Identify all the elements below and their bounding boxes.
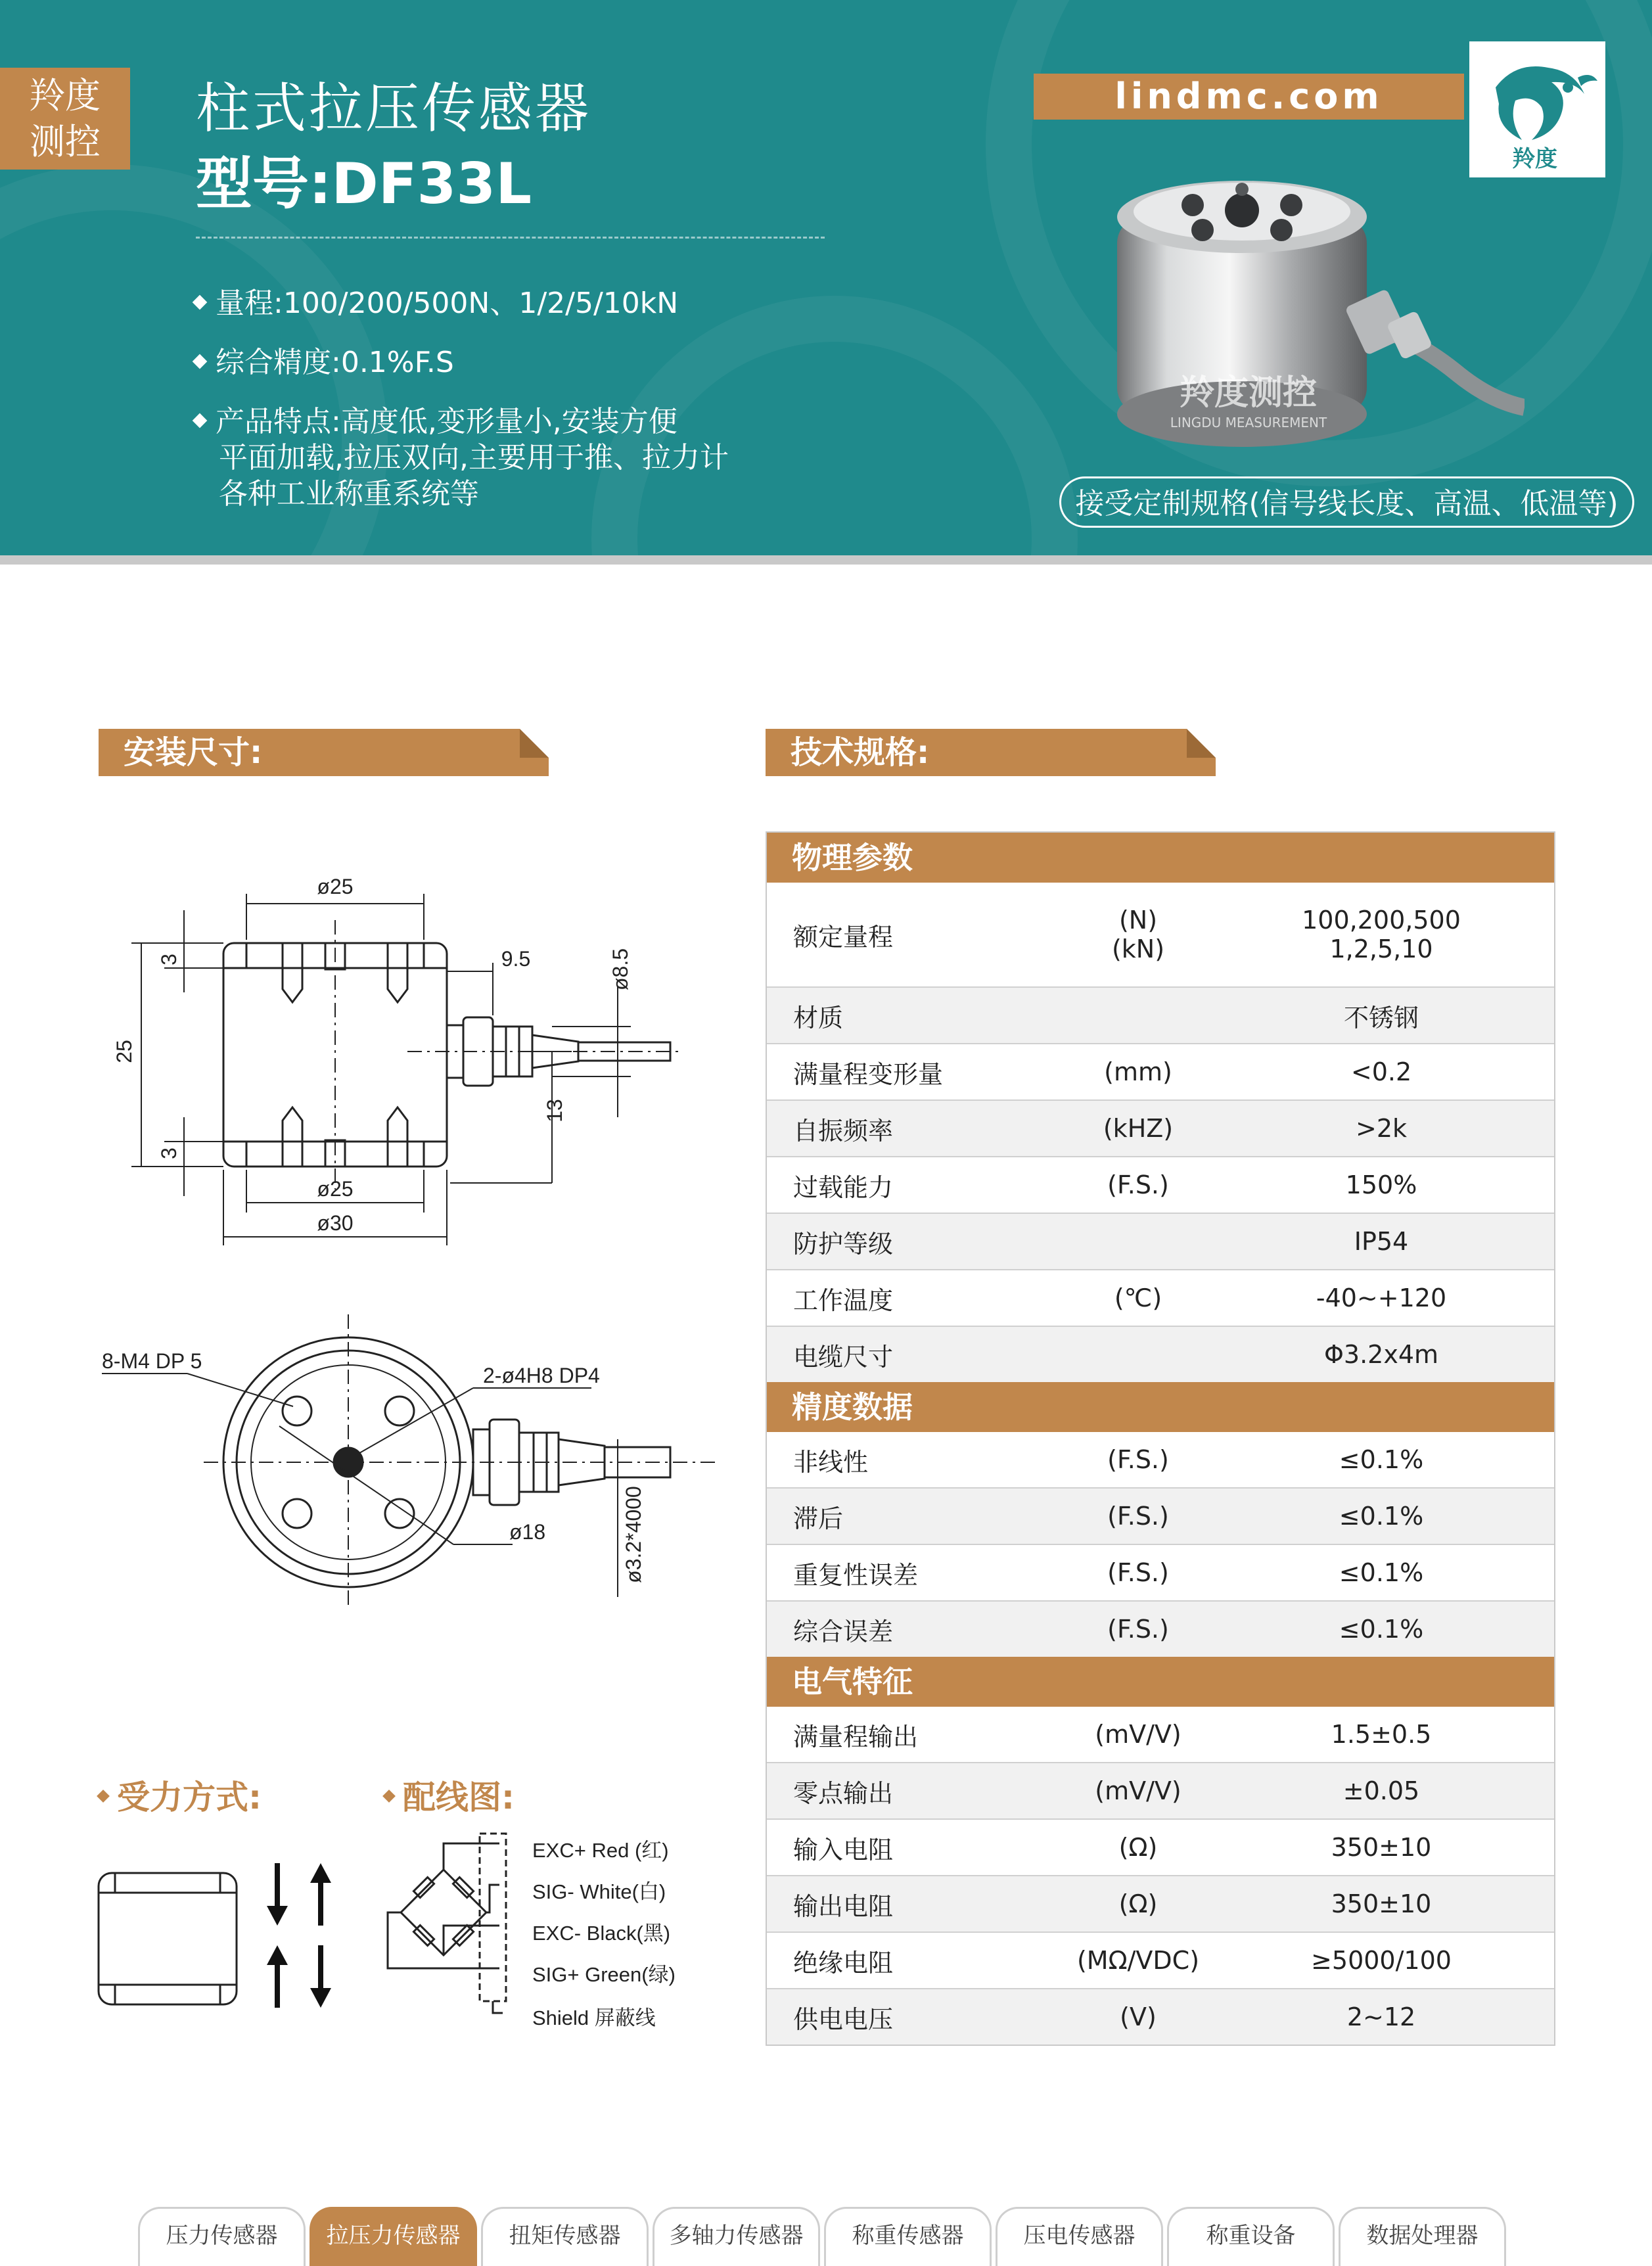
feature-traits-line2: 平面加载,拉压双向,主要用于推、拉力计 [219, 441, 729, 474]
dim-9-5: 9.5 [501, 947, 531, 971]
section-electrical: 电气特征 [767, 1657, 1554, 1707]
row-value: ≥5000/100 [1311, 1946, 1452, 1975]
custom-spec-note: 接受定制规格(信号线长度、高温、低温等) [1059, 476, 1634, 528]
bullet-icon [193, 295, 208, 310]
row-unit [1046, 883, 1230, 986]
dim-d18: ø18 [509, 1520, 546, 1544]
tab-data-processor[interactable]: 数据处理器 [1339, 2207, 1506, 2266]
row-unit: (F.S.) [1107, 1170, 1169, 1199]
product-title: 柱式拉压传感器 [196, 78, 592, 140]
svg-text:LINGDU MEASUREMENT: LINGDU MEASUREMENT [1170, 415, 1327, 430]
install-size-title: 安装尺寸: [124, 734, 263, 771]
row-name: 满量程变形量 [793, 1059, 944, 1089]
dim-pin: 2-ø4H8 DP4 [483, 1364, 600, 1387]
tab-torque-sensor[interactable]: 扭矩传感器 [481, 2207, 649, 2266]
bullet-icon [382, 1790, 396, 1803]
table-row [767, 1762, 1554, 1818]
tab-weighing-sensor[interactable]: 称重传感器 [824, 2207, 992, 2266]
table-row [767, 1269, 1554, 1326]
feature-traits-line1: 产品特点:高度低,变形量小,安装方便 [216, 405, 677, 438]
header-divider [196, 237, 825, 239]
dim-d25-top: ø25 [317, 875, 354, 898]
row-value: 2~12 [1346, 2002, 1416, 2031]
install-size-banner [99, 729, 549, 776]
row-name: 零点输出 [793, 1778, 894, 1808]
table-row [767, 1213, 1554, 1269]
force-diagram [92, 1840, 355, 2024]
feature-range [195, 279, 678, 321]
row-value: 150% [1345, 1170, 1417, 1199]
dim-d30: ø30 [317, 1211, 354, 1235]
row-unit: (MΩ/VDC) [1076, 1946, 1200, 1975]
row-unit: (kHZ) [1103, 1114, 1174, 1143]
row-value: ≤0.1% [1339, 1558, 1424, 1587]
row-value-2: 1,2,5,10 [1329, 935, 1433, 963]
row-name: 重复性误差 [793, 1560, 919, 1590]
tab-tension-compression-sensor[interactable]: 拉压力传感器 [310, 2207, 477, 2266]
dim-thread: 8-M4 DP 5 [102, 1349, 202, 1373]
svg-text:羚度测控: 羚度测控 [1180, 373, 1318, 413]
row-name: 额定量程 [793, 922, 894, 952]
row-name: 滞后 [793, 1504, 844, 1533]
row-name: 非线性 [793, 1447, 869, 1477]
row-name: 工作温度 [793, 1285, 894, 1315]
feature-traits-line3: 各种工业称重系统等 [219, 477, 479, 511]
arrow-up-icon [310, 1863, 331, 1883]
logo [1469, 41, 1605, 177]
table-row [767, 1432, 1554, 1487]
row-unit: (F.S.) [1107, 1558, 1169, 1587]
svg-text:羚度: 羚度 [1513, 146, 1557, 172]
table-row [767, 883, 1554, 986]
table-row [767, 1544, 1554, 1600]
feature-range-text: 量程:100/200/500N、1/2/5/10kN [216, 287, 679, 320]
table-row [767, 1487, 1554, 1544]
row-name: 供电电压 [793, 2004, 894, 2034]
force-title-text: 受力方式: [117, 1778, 262, 1816]
banner-fold [520, 729, 549, 758]
row-value: >2k [1355, 1114, 1408, 1143]
row-name: 输入电阻 [793, 1835, 894, 1864]
row-unit-1: (N) [1118, 906, 1158, 935]
row-value: ±0.05 [1342, 1776, 1420, 1805]
dim-13: 13 [543, 1099, 566, 1122]
row-unit: (Ω) [1118, 1889, 1158, 1918]
row-value: ≤0.1% [1339, 1615, 1424, 1644]
row-unit-2: (kN) [1111, 935, 1165, 963]
brand-box [0, 68, 130, 170]
row-value [1266, 883, 1496, 986]
header-bottom-strip [0, 555, 1652, 565]
brand-line2: 测控 [30, 121, 101, 162]
row-unit: (℃) [1114, 1283, 1162, 1312]
feature-accuracy [195, 338, 454, 381]
dim-3-top: 3 [157, 954, 181, 965]
arrow-down-icon [267, 1906, 288, 1926]
row-name: 综合误差 [793, 1617, 894, 1646]
dim-25: 25 [112, 1040, 136, 1063]
product-model: 型号:DF33L [196, 151, 532, 217]
spec-table [766, 831, 1555, 2046]
banner-fold [1187, 729, 1216, 758]
row-name: 材质 [793, 1003, 844, 1032]
website-url[interactable]: lindmc.com [1034, 74, 1464, 120]
dimension-drawing [92, 854, 749, 1617]
feature-accuracy-text: 综合精度:0.1%F.S [216, 346, 454, 379]
row-name: 满量程输出 [793, 1722, 919, 1751]
wire-exc-plus: EXC+ Red (红) [532, 1839, 669, 1862]
row-value: Φ3.2x4m [1323, 1340, 1439, 1369]
arrow-up-icon [267, 1945, 288, 1965]
table-row [767, 1326, 1554, 1382]
force-title [99, 1771, 262, 1818]
bullet-icon [97, 1790, 110, 1803]
product-photo [1117, 177, 1525, 467]
row-name: 输出电阻 [793, 1891, 894, 1921]
wire-shield: Shield 屏蔽线 [532, 2006, 656, 2029]
row-unit: (Ω) [1118, 1833, 1158, 1862]
row-value-1: 100,200,500 [1302, 906, 1461, 935]
table-row [767, 1818, 1554, 1875]
spec-banner [766, 729, 1216, 776]
tab-weighing-equipment[interactable]: 称重设备 [1167, 2207, 1335, 2266]
row-value: 350±10 [1331, 1889, 1432, 1918]
row-value: ≤0.1% [1339, 1445, 1424, 1474]
row-value: -40~+120 [1316, 1283, 1447, 1312]
wire-sig-minus: SIG- White(白) [532, 1880, 666, 1903]
row-value: 不锈钢 [1343, 1003, 1419, 1032]
dim-d25-bot: ø25 [317, 1177, 354, 1201]
row-unit: (F.S.) [1107, 1615, 1169, 1644]
row-unit [1046, 1214, 1230, 1269]
section-physical: 物理参数 [767, 833, 1554, 883]
table-row [767, 1931, 1554, 1988]
row-name: 电缆尺寸 [793, 1342, 894, 1372]
table-row [767, 1707, 1554, 1762]
wiring-title [384, 1771, 515, 1818]
row-unit: (F.S.) [1107, 1502, 1169, 1531]
brand-line1: 羚度 [30, 75, 101, 116]
row-value: 350±10 [1331, 1833, 1432, 1862]
bullet-icon [193, 354, 208, 369]
wire-exc-minus: EXC- Black(黑) [532, 1922, 671, 1945]
row-unit: (mm) [1104, 1057, 1172, 1086]
dim-d8-5: ø8.5 [608, 948, 632, 991]
section-accuracy: 精度数据 [767, 1382, 1554, 1432]
dim-3-bot: 3 [157, 1147, 181, 1159]
wiring-diagram [381, 1827, 532, 2024]
antelope-logo-icon [1469, 41, 1605, 177]
row-value: <0.2 [1350, 1057, 1412, 1086]
table-row [767, 1043, 1554, 1099]
wire-sig-plus: SIG+ Green(绿) [532, 1963, 676, 1986]
row-name: 过载能力 [793, 1172, 894, 1202]
dim-cable: ø3.2*4000 [622, 1486, 645, 1583]
table-row [767, 1875, 1554, 1931]
row-name: 自振频率 [793, 1116, 894, 1145]
table-row [767, 986, 1554, 1043]
wiring-title-text: 配线图: [403, 1778, 515, 1816]
tab-pressure-sensor[interactable]: 压力传感器 [138, 2207, 306, 2266]
row-name: 绝缘电阻 [793, 1948, 894, 1977]
tab-piezo-sensor[interactable]: 压电传感器 [996, 2207, 1163, 2266]
table-row [767, 1600, 1554, 1657]
tab-multi-axis-sensor[interactable]: 多轴力传感器 [653, 2207, 820, 2266]
row-unit: (mV/V) [1095, 1720, 1182, 1749]
row-value: ≤0.1% [1339, 1502, 1424, 1531]
row-value: 1.5±0.5 [1331, 1720, 1432, 1749]
bullet-icon [193, 413, 208, 428]
row-name: 防护等级 [793, 1229, 894, 1259]
table-row [767, 1988, 1554, 2045]
table-row [767, 1156, 1554, 1213]
table-row [767, 1099, 1554, 1156]
row-unit [1046, 1327, 1230, 1382]
footer-tabs [138, 2207, 1525, 2259]
row-value: IP54 [1354, 1227, 1409, 1256]
spec-title: 技术规格: [791, 734, 930, 771]
row-unit: (V) [1120, 2002, 1157, 2031]
row-unit: (mV/V) [1095, 1776, 1182, 1805]
row-unit: (F.S.) [1107, 1445, 1169, 1474]
row-unit [1046, 988, 1230, 1043]
arrow-down-icon [310, 1988, 331, 2008]
